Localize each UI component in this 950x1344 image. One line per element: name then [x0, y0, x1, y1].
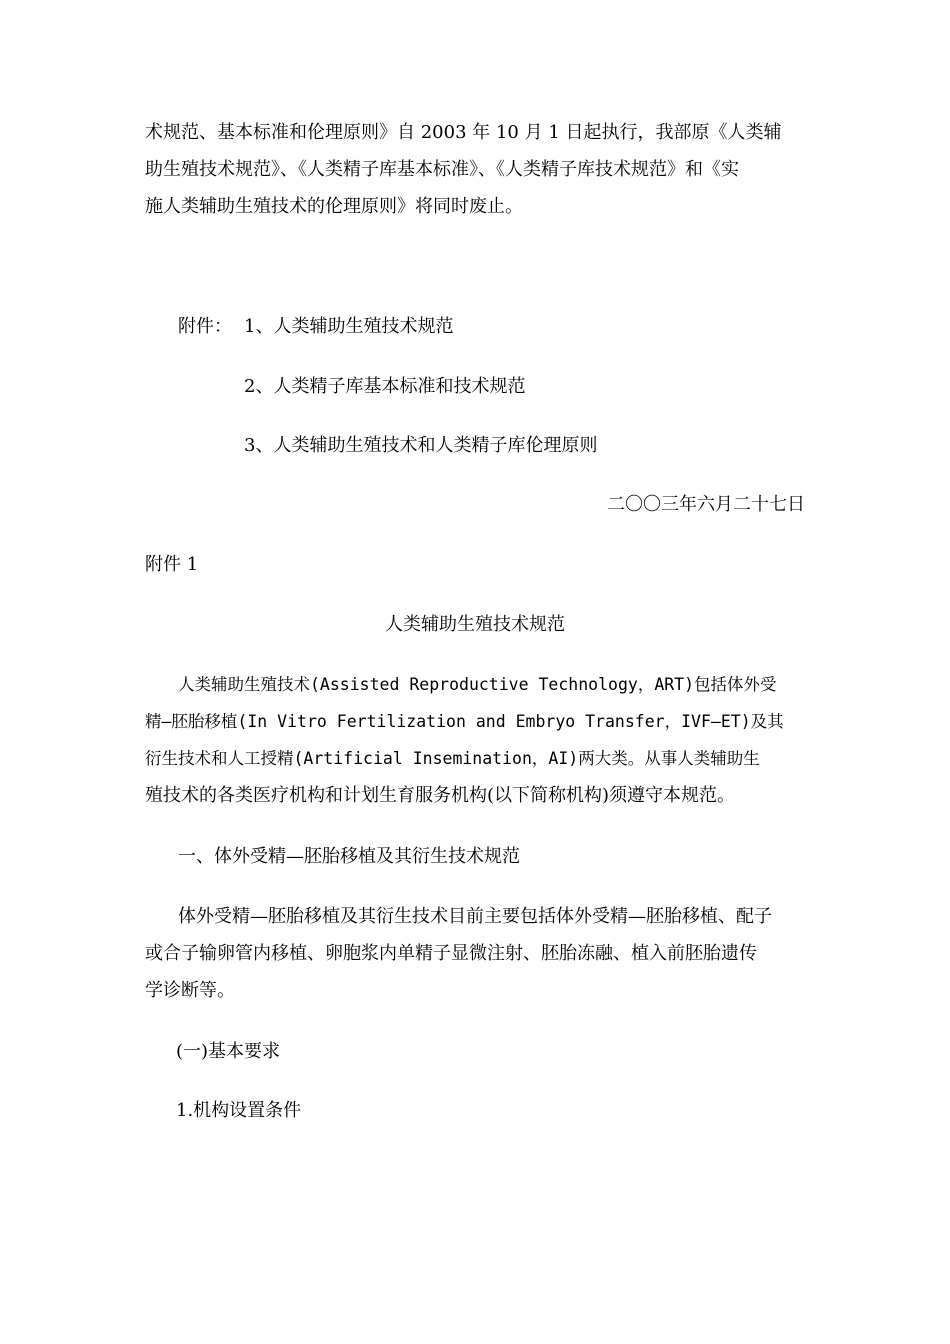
attachments-label: 附件： [178, 316, 232, 337]
subsection-heading: (一)基本要求 [176, 1041, 281, 1062]
art-line-1: 人类辅助生殖技术(Assisted Reproductive Technology，ART)包括体外受 [178, 675, 777, 694]
art-line-4: 殖技术的各类医疗机构和计划生育服务机构(以下简称机构)须遵守本规范。 [145, 785, 736, 806]
intro-line-2: 助生殖技术规范》、《人类精子库基本标准》、《人类精子库技术规范》和《实 [145, 159, 739, 180]
attachment-item: 2、人类精子库基本标准和技术规范 [244, 376, 526, 397]
ivf-line-2: 或合子输卵管内移植、卵胞浆内单精子显微注射、胚胎冻融、植入前胚胎遗传 [145, 943, 757, 964]
page-title: 人类辅助生殖技术规范 [385, 614, 565, 635]
ivf-line-1: 体外受精—胚胎移植及其衍生技术目前主要包括体外受精—胚胎移植、配子 [178, 906, 772, 927]
art-line-2: 精—胚胎移植(In Vitro Fertilization and Embryo Transfer，IVF—ET)及其 [145, 712, 784, 731]
item-heading: 1.机构设置条件 [176, 1100, 302, 1121]
intro-line-1: 术规范、基本标准和伦理原则》自 2003 年 10 月 1 日起执行，我部原《人类辅 [145, 122, 782, 143]
intro-line-3: 施人类辅助生殖技术的伦理原则》将同时废止。 [145, 196, 523, 217]
section-heading: 一、体外受精—胚胎移植及其衍生技术规范 [178, 846, 520, 867]
attachment-item: 1、人类辅助生殖技术规范 [244, 316, 454, 337]
ivf-line-3: 学诊断等。 [145, 980, 235, 1001]
art-line-3: 衍生技术和人工授精(Artificial Insemination，AI)两大类。从事人类辅助生 [145, 749, 760, 768]
attachment-item: 3、人类辅助生殖技术和人类精子库伦理原则 [244, 435, 598, 456]
appendix-label: 附件 1 [145, 554, 199, 575]
document-date: 二〇〇三年六月二十七日 [607, 494, 805, 515]
